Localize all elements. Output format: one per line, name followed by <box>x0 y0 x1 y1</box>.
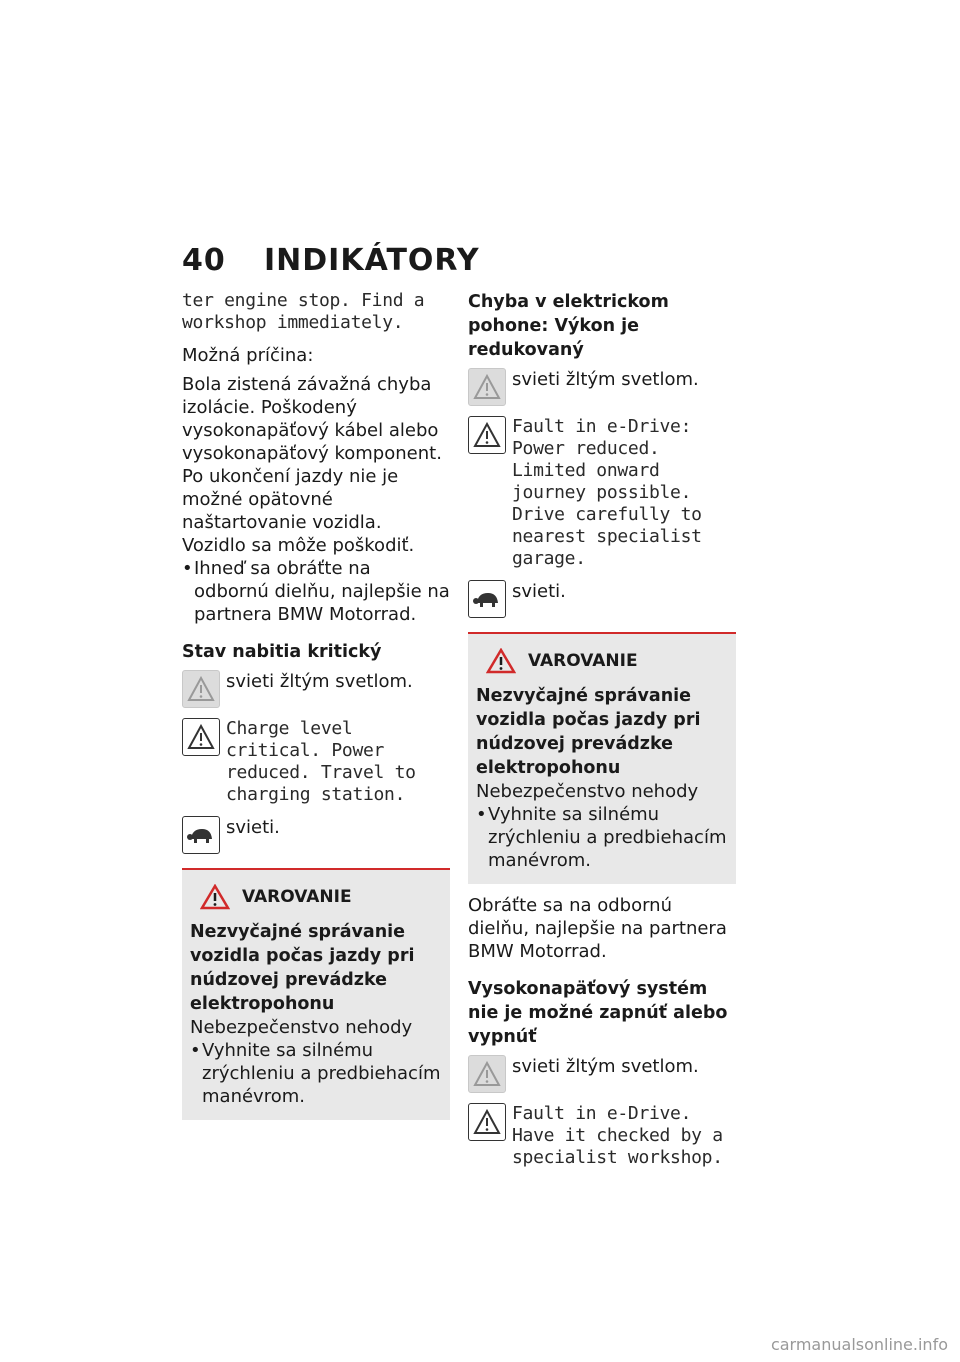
bullet-dot-icon: • <box>476 804 487 825</box>
warning-sub: Nebezpečenstvo nehody <box>190 1017 413 1038</box>
turtle-icon <box>468 580 506 618</box>
indicator-row: Charge level critical. Power reduced. Travel to charging station. <box>182 718 450 806</box>
body-text: Obráťte sa na odbornú dielňu, najlepšie na partnera BMW Motorrad. <box>468 895 727 962</box>
indicator-row: Fault in e-Drive: Power reduced. Limited onward journey possible. Drive carefully to nearest specialist garage. <box>468 416 736 570</box>
right-column <box>468 290 736 1169</box>
page-title: INDIKÁTORY <box>264 243 480 278</box>
bullet-item: • Ihneď sa obráťte na odbornú dielňu, najlepšie na partnera BMW Motorrad. <box>182 558 450 625</box>
page-number: 40 <box>182 243 226 278</box>
warning-title: VAROVANIE <box>190 884 442 910</box>
warning-title: VAROVANIE <box>476 648 728 674</box>
left-column <box>182 290 450 1120</box>
warning-bullet: • Vyhnite sa silnému zrýchleniu a predbiehacím manévrom. <box>190 1040 441 1107</box>
warning-triangle-icon <box>468 368 506 406</box>
warning-triangle-icon <box>468 1055 506 1093</box>
indicator-row: svieti žltým svetlom. <box>182 670 450 708</box>
indicator-row: svieti. <box>182 816 450 854</box>
turtle-icon <box>182 816 220 854</box>
bullet-dot-icon: • <box>182 558 193 579</box>
indicator-row: Fault in e-Drive. Have it checked by a specialist workshop. <box>468 1103 736 1169</box>
cause-text: Bola zistená závažná chyba izolácie. Poškodený vysokonapäťový kábel alebo vysokonapäťový komponent. Po ukončení jazdy nie je možné opätovné naštartovanie vozidla. Vozidlo sa môže poškodiť. <box>182 374 442 556</box>
section-title: Vysokonapäťový systém nie je možné zapnúť alebo vypnúť <box>468 979 728 1047</box>
warning-icon <box>200 884 230 910</box>
watermark: carmanualsonline.info <box>770 1335 948 1354</box>
warning-box <box>182 868 450 1120</box>
continued-message: ter engine stop. Find a workshop immediately. <box>182 290 425 333</box>
warning-box <box>468 632 736 884</box>
warning-bullet: • Vyhnite sa silnému zrýchleniu a predbiehacím manévrom. <box>476 804 727 871</box>
indicator-row: svieti žltým svetlom. <box>468 368 736 406</box>
page-header <box>182 243 480 278</box>
indicator-row: svieti žltým svetlom. <box>468 1055 736 1093</box>
section-title: Chyba v elektrickom pohone: Výkon je redukovaný <box>468 292 669 360</box>
warning-triangle-icon <box>182 670 220 708</box>
warning-triangle-icon <box>468 416 506 454</box>
section-title: Stav nabitia kritický <box>182 642 382 662</box>
indicator-row: svieti. <box>468 580 736 618</box>
warning-heading: Nezvyčajné správanie vozidla počas jazdy pri núdzovej prevádzke elektropohonu <box>476 686 701 778</box>
warning-triangle-icon <box>468 1103 506 1141</box>
cause-label: Možná príčina: <box>182 345 314 366</box>
warning-icon <box>486 648 516 674</box>
bullet-dot-icon: • <box>190 1040 201 1061</box>
warning-heading: Nezvyčajné správanie vozidla počas jazdy pri núdzovej prevádzke elektropohonu <box>190 922 415 1014</box>
warning-sub: Nebezpečenstvo nehody <box>476 781 699 802</box>
warning-triangle-icon <box>182 718 220 756</box>
